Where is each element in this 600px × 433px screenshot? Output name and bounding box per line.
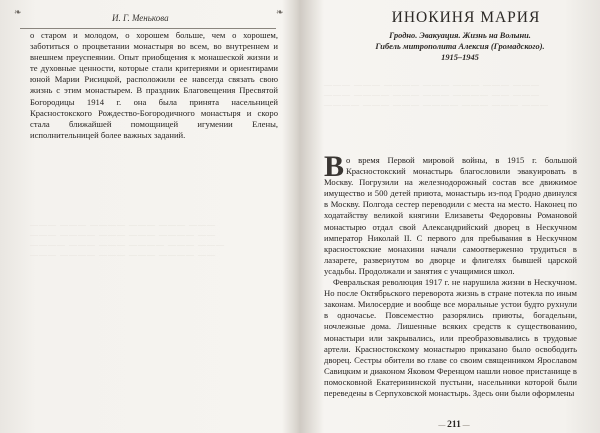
left-body-text — [30, 30, 278, 141]
subtitle-years: 1915–1945 — [441, 53, 479, 62]
right-page — [302, 0, 600, 433]
right-body-text — [324, 150, 577, 399]
first-paragraph-text: о время Первой мировой войны, в 1915 г. большой Красностокский монастырь благословили эвакуировать в Москву. Погрузили на железнодорожный состав все движимое имущество и 500 детей приюта, монастырь из-под Гродно двинулся в Москву. Полгода сестер переводили с места на место. Наконец по ходатайству великой княгини Елизаветы Федоровны Романовой монастырю отдал свой Александрийский дворец в Нескучном император Николай II. С первого для пребывания в Нескучном красностокские монахини начали самоотверженно трудиться в лазарете, развернутом во дворце и флигелях бывшей царской усадьбы. Продолжали и занятия с учащимися школ. — [324, 155, 577, 276]
running-head-text: И. Г. Менькова — [112, 13, 169, 23]
show-through-text: ——— ——— ———— ——— ——— ——— ——— ——— ———— ——— ——— ———— —— ——— ———— ——— ——— ———— ——— ——— ——— — [324, 80, 549, 109]
running-head — [20, 12, 276, 29]
flourish-ornament-icon: ❧ — [276, 7, 284, 17]
chapter-title: ИНОКИНЯ МАРИЯ — [391, 9, 541, 26]
chapter-subtitle — [342, 30, 578, 63]
left-page — [0, 0, 298, 433]
page-number-text: 211 — [447, 420, 461, 430]
subtitle-line: Гродно. Эвакуация. Жизнь на Волыни. — [389, 31, 531, 40]
dropcap-box — [324, 150, 345, 183]
show-through-text: ——— ——— ———— ——— ——— ——— ——— ———— ——— ——— ———— —— ———— ——— ——— ———— ——— ——— ——— ———— ——— ——— ———— —— — [30, 220, 225, 259]
left-paragraph: о старом и молодом, о хорошем больше, чем о хорошем, заботиться о процветании монастыря во всем, во внутреннем и внешнем преуспеянии. Опыт приобщения к монашеской жизни и те духовные ценности, которые стали критериями и ориентирами юной Марии Рисицкой, расположили ее навсегда связать свою жизнь с этим монастырем. В праздник Благовещения Пресвятой Богородицы 1914 г. она была принята насельницей Красностокского Рождество-Богородичного монастыря и скоро стала ближайшей помощницей игумении Елены, исполнительницей более важных заданий. — [30, 30, 278, 140]
first-paragraph — [324, 150, 577, 277]
subtitle-line: Гибель митрополита Алексия (Громадского). — [375, 42, 545, 51]
right-paragraph: Февральская революция 1917 г. не нарушила жизни в Нескучном. Но после Октябрьского переворота жизнь в стране потекла по иным законам. Милосердие и вообще все моральные устои будто рухнули в одночасье. Повсеместно разорялись приюты, богадельни, ночлежные дома. Лишенные всяких средств к существованию, монастыри или закрывались, или преобразовывались в трудовые артели. Красностокскому монастырю приказано было освободить дворец. Сестры обители во главе со своим священником Ярославом Савицким и диаконом Яковом Ференцом нашли новое пристанище в помосковной Екатерининской пустыни, насельники которой были переведены в Серпуховской монастырь. Здесь они были оформлены — [324, 277, 577, 398]
flourish-ornament-icon: ❧ — [14, 7, 22, 17]
dropcap-letter: В — [324, 150, 345, 183]
page-number: — 211 — — [438, 420, 470, 430]
